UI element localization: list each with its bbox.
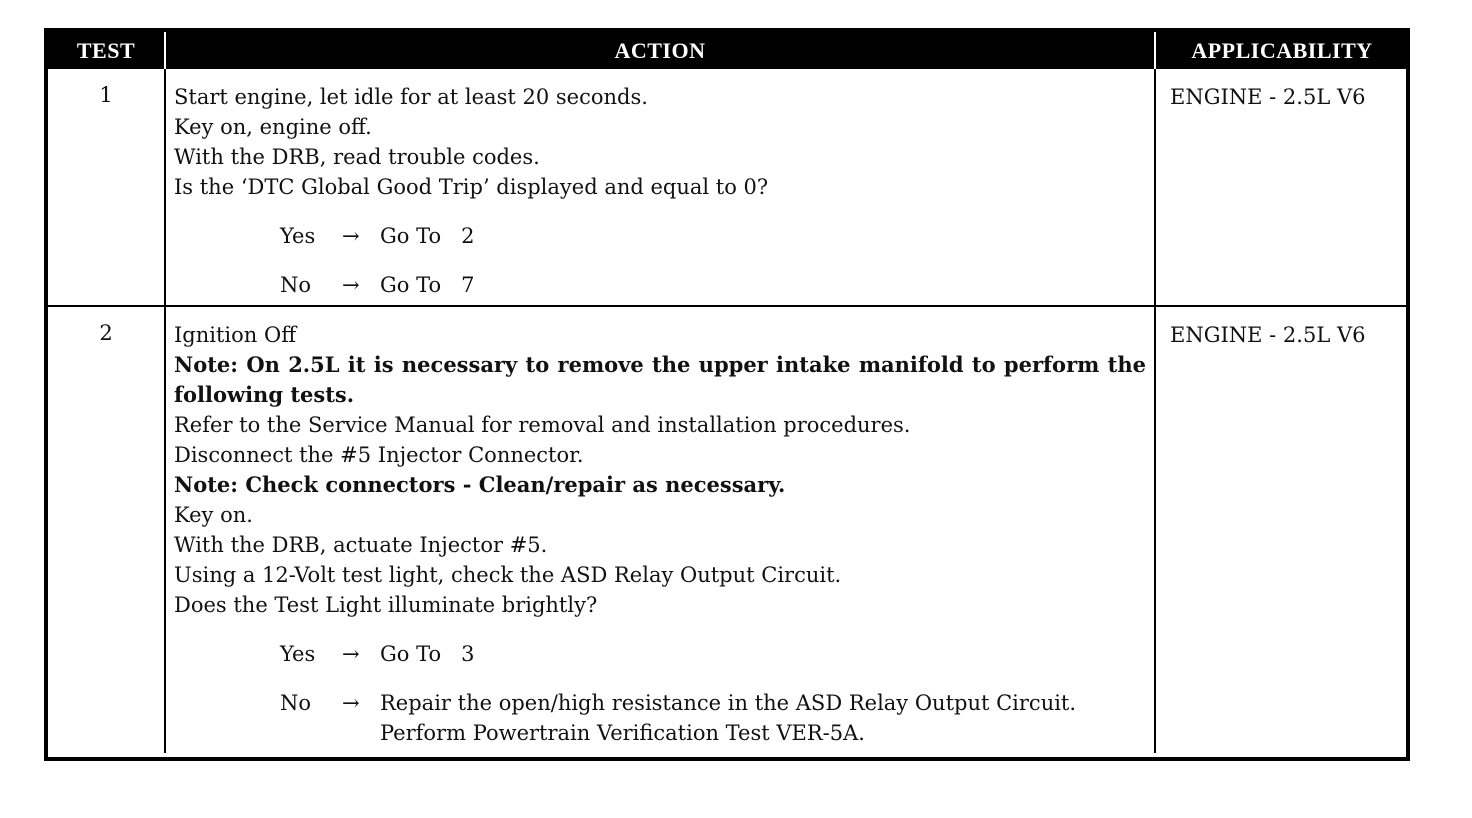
test-number-2: 2 [48,307,166,753]
header-test: TEST [48,32,166,69]
arrow-icon: → [342,691,360,715]
note-text: Note: On 2.5L it is necessary to remove the upper intake manifold to perform the following tests. [174,352,1146,407]
action-line: Using a 12-Volt test light, check the ASD Relay Output Circuit. [174,563,842,587]
action-line: With the DRB, actuate Injector #5. [174,533,548,557]
arrow-icon: → [342,642,360,666]
goto-text: Go To 7 [380,273,475,297]
action-line: Does the Test Light illuminate brightly? [174,593,598,617]
header-applicability: APPLICABILITY [1156,32,1408,69]
note-text: Note: Check connectors - Clean/repair as necessary. [174,472,786,497]
header-action: ACTION [166,32,1156,69]
action-line: Key on, engine off. [174,115,372,139]
no-label: No [280,691,312,715]
action-line: Ignition Off [174,323,297,347]
action-line: Refer to the Service Manual for removal and installation procedures. [174,413,911,437]
repair-line: Repair the open/high resistance in the ASD Relay Output Circuit. [380,691,1077,715]
yes-label: Yes [280,224,316,248]
repair-line: Perform Powertrain Verification Test VER-5A. [380,721,865,745]
yes-branch [280,221,1146,251]
no-label: No [280,273,312,297]
action-line: With the DRB, read trouble codes. [174,145,540,169]
test-action-2 [166,307,1156,753]
applicability-1: ENGINE - 2.5L V6 [1156,69,1408,307]
diagnostic-test-table [44,28,1410,761]
no-branch [280,270,1146,300]
applicability-2: ENGINE - 2.5L V6 [1170,323,1366,347]
test-number-1: 1 [48,69,166,307]
goto-text: Go To 2 [380,224,475,248]
repair-text [380,688,1146,748]
action-line: Is the ‘DTC Global Good Trip’ displayed and equal to 0? [174,175,769,199]
yes-branch [280,639,1146,669]
action-line: Key on. [174,503,253,527]
arrow-icon: → [342,273,360,297]
action-line: Start engine, let idle for at least 20 seconds. [174,85,648,109]
arrow-icon: → [342,224,360,248]
action-line: Disconnect the #5 Injector Connector. [174,443,584,467]
goto-text: Go To 3 [380,642,475,666]
test-action-1 [166,69,1156,307]
no-branch [280,688,1146,748]
yes-label: Yes [280,642,316,666]
